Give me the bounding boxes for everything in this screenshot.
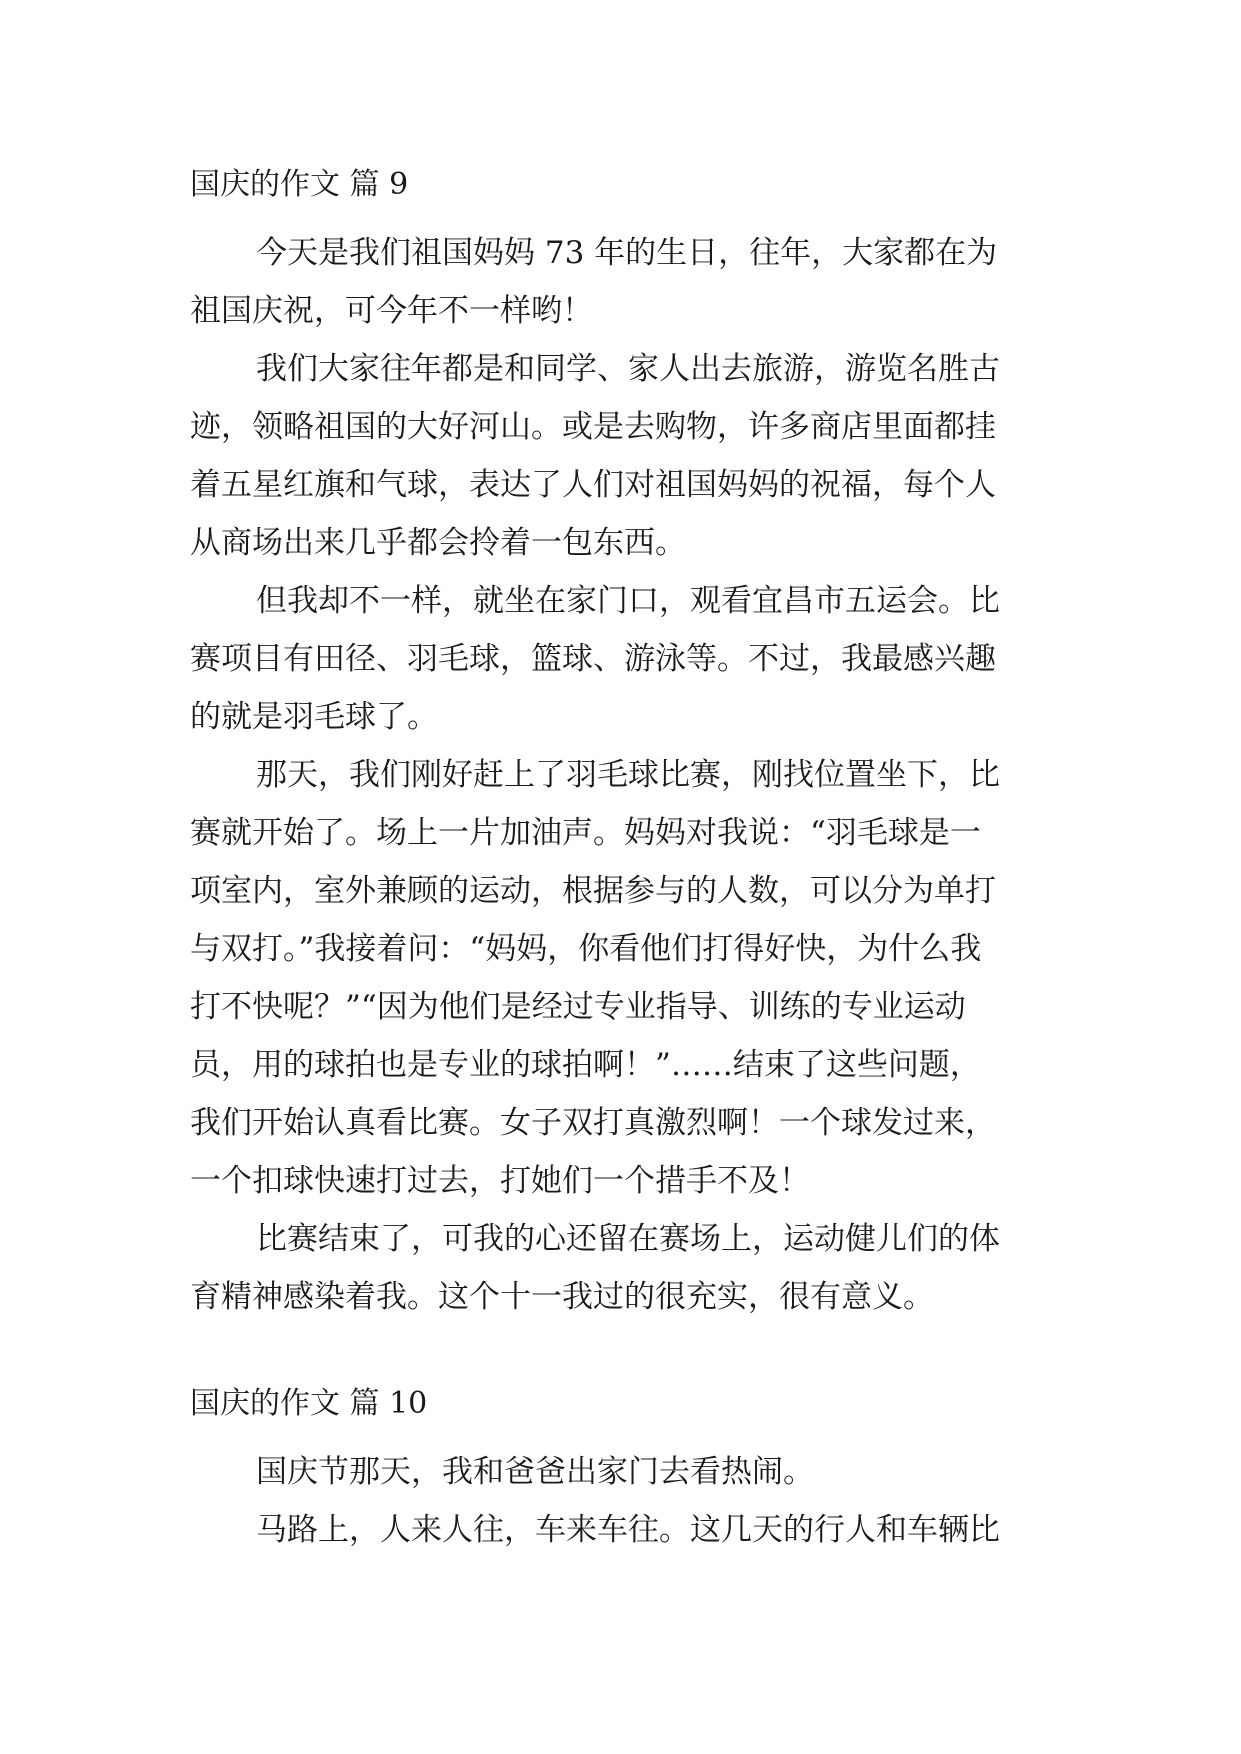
text-line: 我们开始认真看比赛。女子双打真激烈啊！一个球发过来， — [190, 1105, 996, 1141]
text-line: 一个扣球快速打过去，打她们一个措手不及！ — [190, 1163, 810, 1199]
text-line: 赛项目有田径、羽毛球，篮球、游泳等。不过，我最感兴趣 — [190, 641, 996, 677]
essay-section-10 — [190, 1385, 1050, 1559]
text-line: 打不快呢？”“因为他们是经过专业指导、训练的专业运动 — [190, 989, 966, 1025]
paragraph — [190, 746, 1050, 1210]
text-line: 迹，领略祖国的大好河山。或是去购物，许多商店里面都挂 — [190, 409, 996, 445]
essay-title: 国庆的作文 篇 9 — [190, 167, 409, 202]
paragraph — [190, 1443, 1050, 1501]
text-line: 我们大家往年都是和同学、家人出去旅游，游览名胜古 — [256, 351, 1000, 387]
paragraph — [190, 1210, 1050, 1326]
text-line: 与双打。”我接着问：“妈妈，你看他们打得好快，为什么我 — [190, 931, 982, 967]
text-line: 着五星红旗和气球，表达了人们对祖国妈妈的祝福，每个人 — [190, 467, 996, 503]
text-line: 今天是我们祖国妈妈 73 年的生日，往年，大家都在为 — [256, 235, 998, 271]
essay-section-9 — [190, 166, 1050, 1326]
paragraph — [190, 340, 1050, 572]
text-line: 祖国庆祝，可今年不一样哟！ — [190, 293, 593, 329]
text-line: 但我却不一样，就坐在家门口，观看宜昌市五运会。比 — [256, 583, 1000, 619]
essay-title: 国庆的作文 篇 10 — [190, 1386, 428, 1421]
paragraph — [190, 1501, 1050, 1559]
text-line: 比赛结束了，可我的心还留在赛场上，运动健儿们的体 — [256, 1221, 1000, 1257]
paragraph — [190, 224, 1050, 340]
text-line: 项室内，室外兼顾的运动，根据参与的人数，可以分为单打 — [190, 873, 996, 909]
text-line: 那天，我们刚好赶上了羽毛球比赛，刚找位置坐下，比 — [256, 757, 1000, 793]
text-line: 从商场出来几乎都会拎着一包东西。 — [190, 525, 686, 561]
essay-body — [190, 1443, 1050, 1559]
essay-body — [190, 224, 1050, 1326]
text-line: 国庆节那天，我和爸爸出家门去看热闹。 — [256, 1454, 814, 1490]
text-line: 员，用的球拍也是专业的球拍啊！”……结束了这些问题， — [190, 1047, 981, 1083]
text-line: 赛就开始了。场上一片加油声。妈妈对我说：“羽毛球是一 — [190, 815, 981, 851]
text-line: 的就是羽毛球了。 — [190, 699, 438, 735]
text-line: 育精神感染着我。这个十一我过的很充实，很有意义。 — [190, 1279, 934, 1315]
text-line: 马路上，人来人往，车来车往。这几天的行人和车辆比 — [256, 1512, 1000, 1548]
paragraph — [190, 572, 1050, 746]
